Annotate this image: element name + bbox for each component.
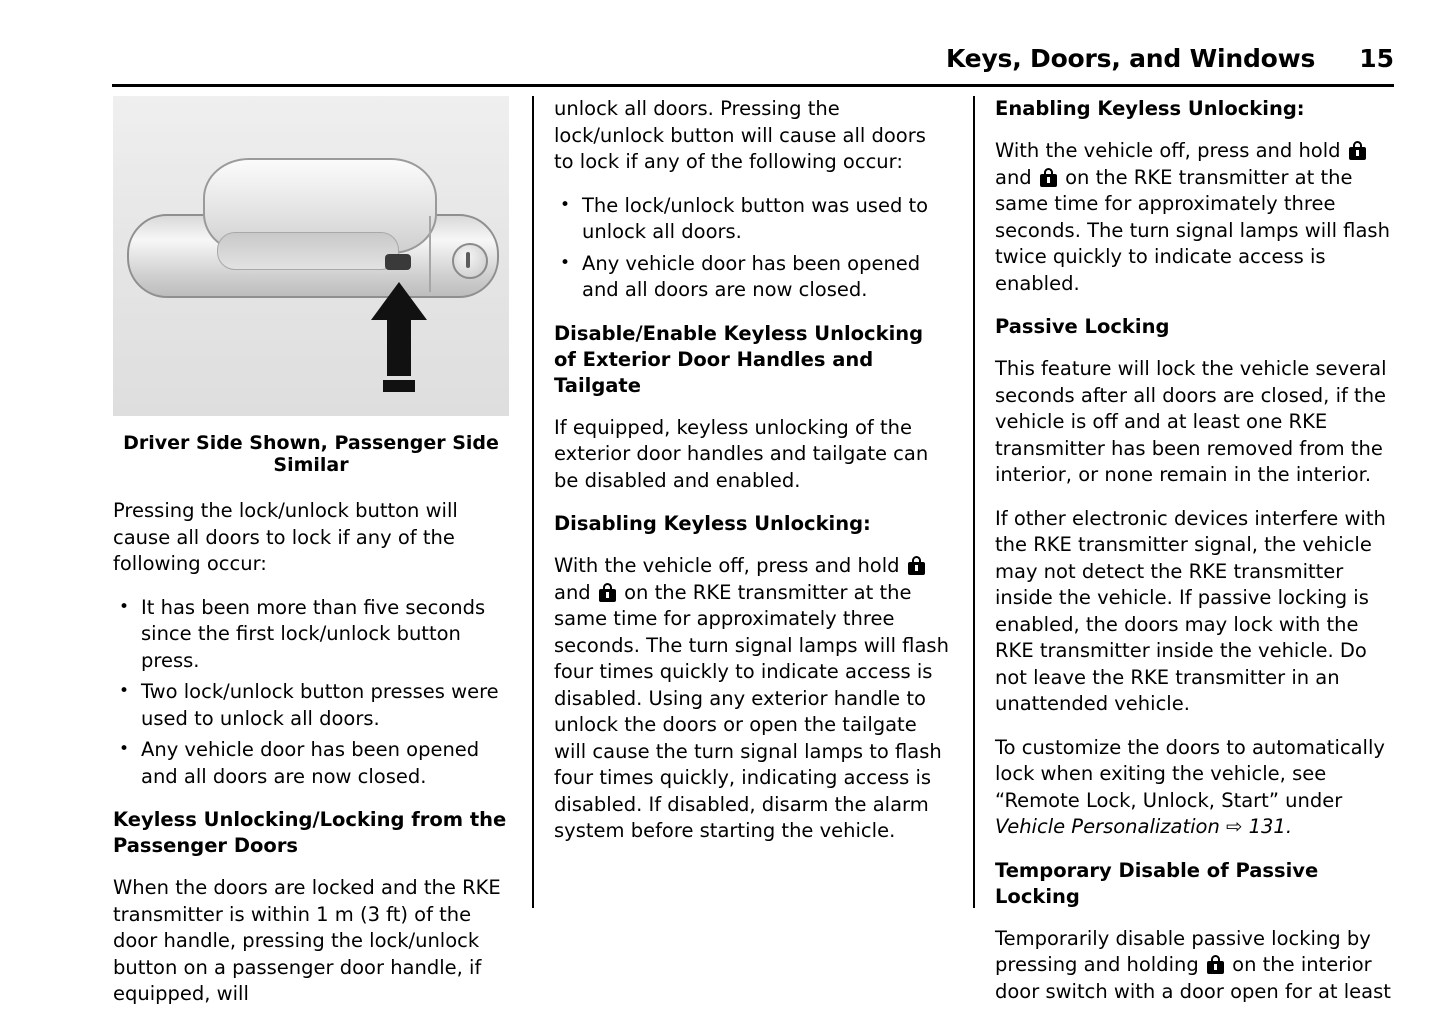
col2-bullet-list	[554, 193, 950, 304]
column-2	[554, 96, 950, 862]
col3-para1-part-c: on the RKE transmitter at the same time for approximately three seconds. The turn signal lamps will flash twice quickly to indicate access is enabled.	[995, 165, 1390, 295]
col2-para3-part-a: With the vehicle off, press and hold	[554, 554, 900, 577]
list-item: • Two lock/unlock button presses were used to unlock all doors.	[113, 679, 509, 732]
col2-paragraph-2: If equipped, keyless unlocking of the exterior door handles and tailgate can be disabled and enabled.	[554, 415, 929, 492]
column-1	[113, 96, 509, 1025]
col1-paragraph-1: Pressing the lock/unlock button will cause all doors to lock if any of the following occur:	[113, 499, 458, 575]
header-divider	[112, 84, 1394, 87]
col2-para3-part-b: and	[554, 580, 591, 604]
col3-paragraph-3: If other electronic devices interfere with the RKE transmitter signal, the vehicle may not detect the RKE transmitter inside the vehicle. If passive locking is enabled, the doors may lock with the RKE transmitter inside the vehicle. Do not leave the RKE transmitter in an unattended vehicle.	[995, 506, 1386, 715]
col2-heading-1: Disable/Enable Keyless Unlocking of Exterior Door Handles and Tailgate	[554, 321, 924, 397]
col3-para1-part-b: and	[995, 165, 1032, 189]
list-item: • It has been more than five seconds since the first lock/unlock button press.	[113, 595, 509, 675]
list-item: • Any vehicle door has been opened and all doors are now closed.	[113, 737, 509, 790]
callout-arrow-icon	[371, 282, 427, 394]
col3-paragraph-2: This feature will lock the vehicle several seconds after all doors are closed, if the vehicle is off and at least one RKE transmitter has been removed from the interior, or none remain in the interior.	[995, 357, 1387, 486]
list-item: • The lock/unlock button was used to unlock all doors.	[554, 193, 950, 246]
door-handle-figure	[113, 96, 509, 416]
col3-para4-part-a: To customize the doors to automatically lock when exiting the vehicle, see “Remote Lock, Unlock, Start” under	[995, 735, 1385, 812]
page-number: 15	[1359, 44, 1394, 73]
col3-heading-3: Temporary Disable of Passive Locking	[995, 858, 1319, 908]
col2-paragraph-1: unlock all doors. Pressing the lock/unlock button will cause all doors to lock if any of the following occur:	[554, 97, 926, 173]
unlock-icon	[599, 583, 616, 602]
figure-caption: Driver Side Shown, Passenger Side Similar	[123, 432, 499, 476]
column-3	[995, 96, 1395, 1022]
column-divider-2	[973, 96, 975, 908]
col1-paragraph-2: When the doors are locked and the RKE transmitter is within 1 m (3 ft) of the door handle, pressing the lock/unlock button on a passenger door handle, if equipped, will	[113, 876, 501, 1005]
lock-icon	[1349, 141, 1366, 160]
cross-reference-title: Vehicle Personalization	[995, 815, 1220, 838]
col2-heading-2: Disabling Keyless Unlocking:	[554, 512, 871, 535]
col3-para5-part-b: on the interior door switch with a door open for at least	[995, 953, 1391, 1003]
col2-paragraph-3	[554, 553, 950, 845]
col1-bullet-list	[113, 595, 509, 791]
unlock-icon	[1040, 168, 1057, 187]
column-divider-1	[532, 96, 534, 908]
col3-paragraph-1	[995, 138, 1395, 297]
page-reference-arrow-icon: ⇨ 131.	[1226, 815, 1293, 838]
key-cylinder-graphic	[452, 243, 488, 279]
handle-seam-graphic	[429, 216, 431, 292]
col3-para1-part-a: With the vehicle off, press and hold	[995, 139, 1341, 162]
handle-inner-graphic	[217, 232, 399, 270]
col3-para5-part-a: Temporarily disable passive locking by pressing and holding	[995, 926, 1371, 976]
page-title: Keys, Doors, and Windows	[945, 44, 1316, 73]
col2-para3-part-c: on the RKE transmitter at the same time for approximately three seconds. The turn signal lamps will flash four times quickly to indicate access is disabled. Using any exterior handle to unlock the doors or open the tailgate will cause the turn signal lamps to flash four times quickly, indicating access is disabled. If disabled, disarm the alarm system before starting the vehicle.	[554, 580, 949, 842]
list-item: • Any vehicle door has been opened and all doors are now closed.	[554, 251, 950, 304]
col1-heading-1: Keyless Unlocking/Locking from the Passenger Doors	[113, 808, 507, 857]
page-header	[112, 44, 1394, 73]
col3-paragraph-5	[995, 926, 1395, 1006]
col3-heading-2: Passive Locking	[995, 315, 1170, 338]
col3-heading-1: Enabling Keyless Unlocking:	[995, 97, 1305, 120]
lock-unlock-button-graphic	[385, 254, 411, 270]
lock-icon	[908, 556, 925, 575]
col3-paragraph-4	[995, 735, 1395, 841]
